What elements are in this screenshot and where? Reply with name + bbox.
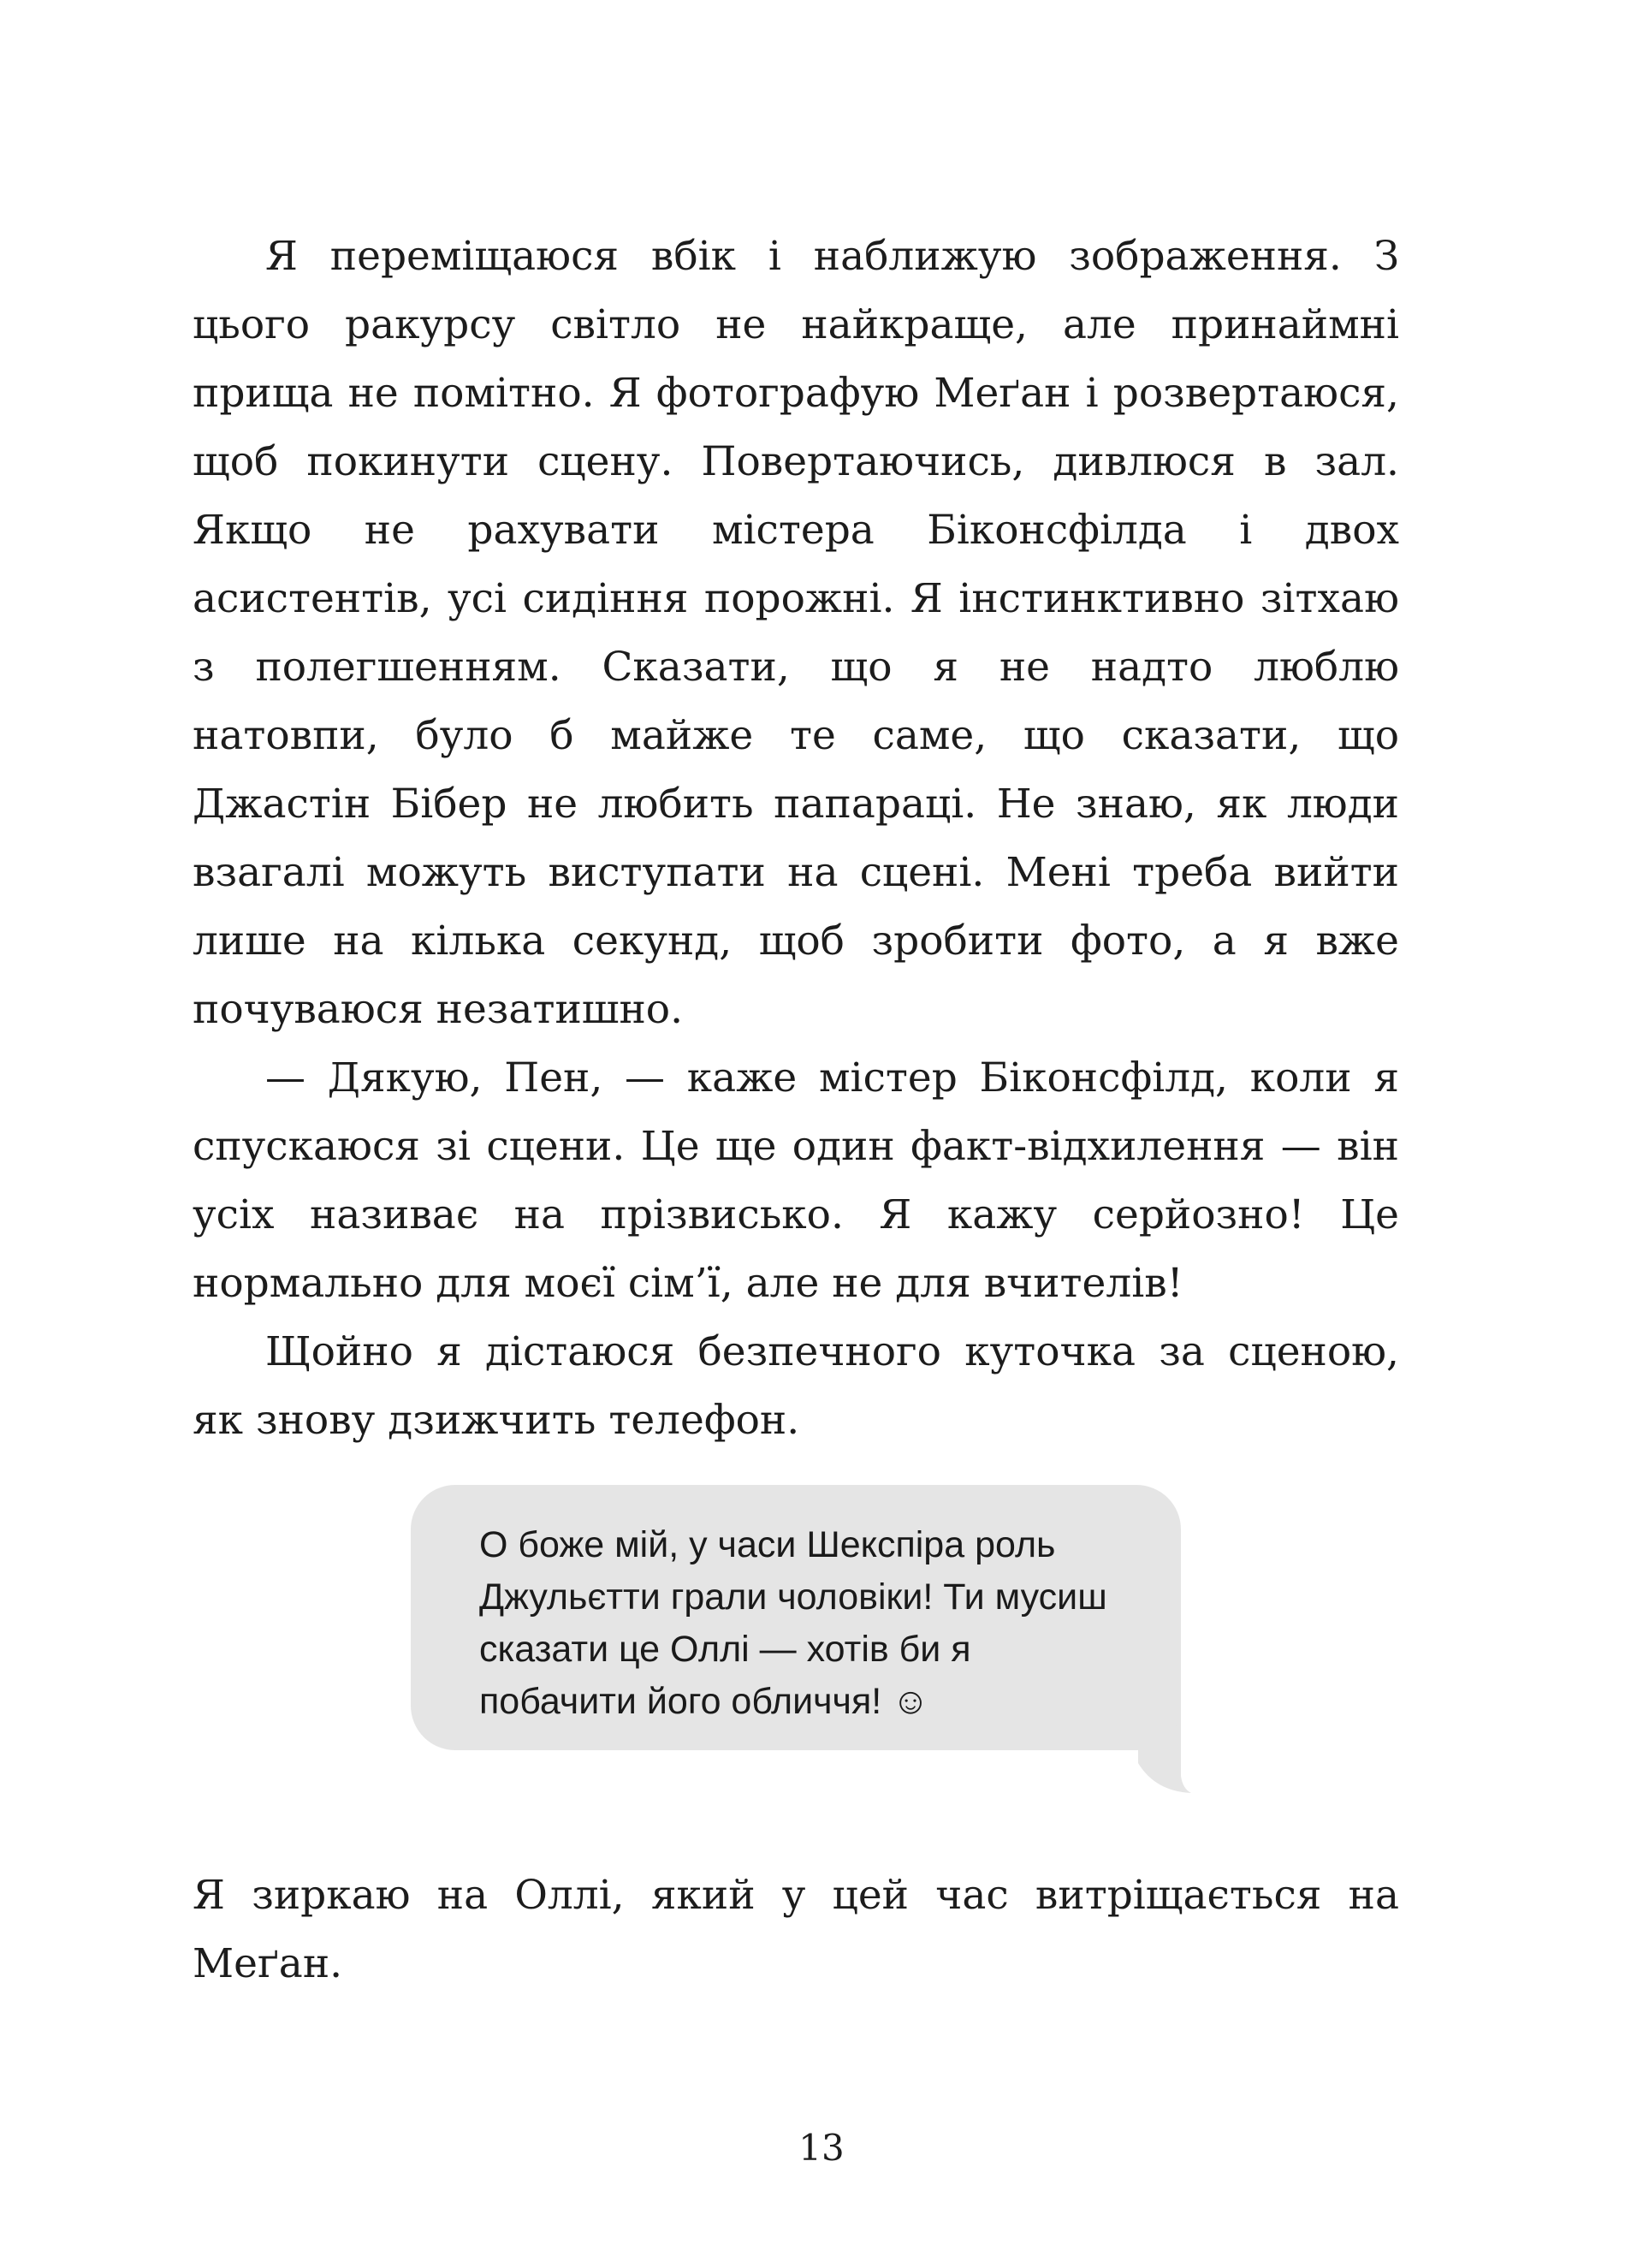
body-text	[193, 223, 1399, 1455]
closing-paragraph: Я зиркаю на Оллі, який у цей час витріщається на Меґан.	[193, 1872, 1399, 1987]
message-text: О боже мій, у часи Шекспіра роль Джульєтти грали чоловіки! Ти мусиш сказати це Оллі — хотів би я побачити його обличчя! ☺	[479, 1524, 1107, 1722]
text-message	[411, 1485, 1395, 1793]
paragraph: — Дякую, Пен, — каже містер Біконсфілд, коли я спускаюся зі сцени. Це ще один факт-відхилення — він усіх називає на прізвисько. Я кажу серйозно! Це нормально для моєї сім’ї, але не для вчителів!	[193, 1054, 1399, 1307]
paragraph: Я переміщаюся вбік і наближую зображення. З цього ракурсу світло не найкраще, але принаймні прища не помітно. Я фотографую Меґан і розвертаюся, щоб покинути сцену. Повертаючись, дивлюся в зал. Якщо не рахувати містера Біконсфілда і двох асистентів, усі сидіння порожні. Я інстинктивно зітхаю з полегшенням. Сказати, що я не надто люблю натовпи, було б майже те саме, що сказати, що Джастін Бібер не любить папараці. Не знаю, як люди взагалі можуть виступати на сцені. Мені треба вийти лише на кілька секунд, щоб зробити фото, а я вже почуваюся незатишно.	[193, 233, 1399, 1033]
closing-text	[193, 1861, 1399, 1998]
paragraph: Щойно я дістаюся безпечного куточка за сценою, як знову дзижчить телефон.	[193, 1328, 1399, 1444]
message-bubble	[411, 1485, 1181, 1750]
page-number: 13	[798, 2127, 845, 2169]
